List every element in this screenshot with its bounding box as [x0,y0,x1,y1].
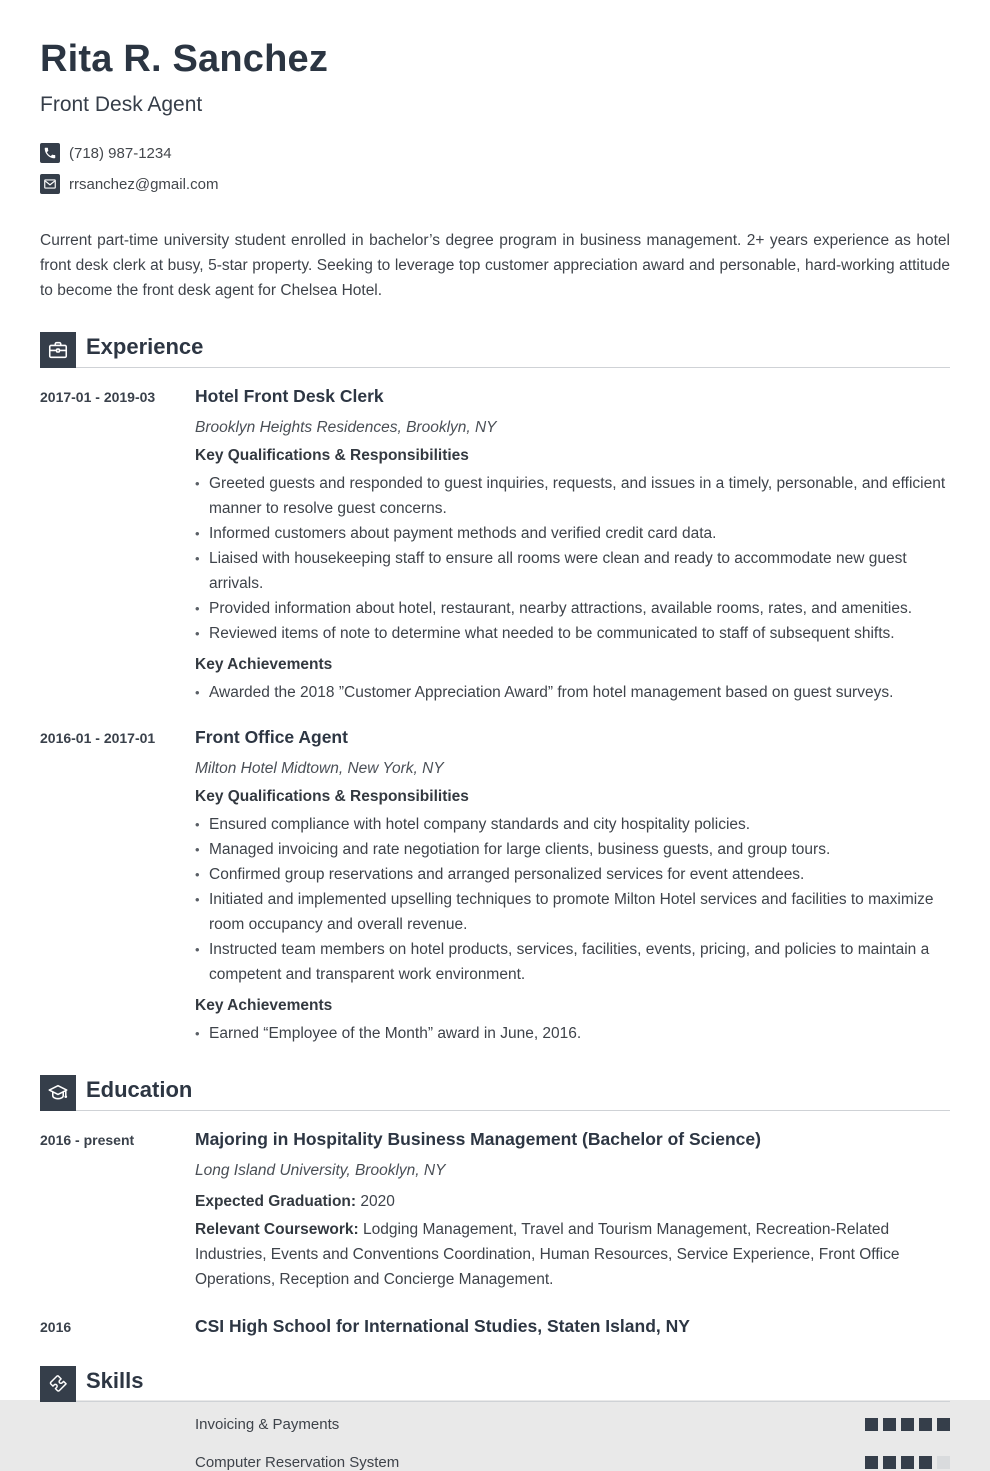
rating-square-filled [919,1456,932,1469]
achievements-heading: Key Achievements [195,997,333,1014]
job-bullet: • Reviewed items of note to determine what needed to be communicated to staff of subsequent shifts. [195,621,950,646]
job-bullet: • Informed customers about payment methods and verified credit card data. [195,521,950,546]
rating-square-filled [919,1418,932,1431]
job-title: Front Office Agent [195,727,348,747]
experience-entry [40,386,950,705]
person-job-title: Front Desk Agent [40,93,203,116]
qualifications-heading: Key Qualifications & Responsibilities [195,788,469,805]
email-address: rrsanchez@gmail.com [69,175,219,193]
skill-rating [865,1456,950,1469]
achievement-list [195,1021,950,1046]
resume-header [40,38,950,194]
experience-header [40,332,950,368]
job-bullet: • Provided information about hotel, restaurant, nearby attractions, available rooms, rates, and amenities. [195,596,950,621]
job-bullet: • Managed invoicing and rate negotiation for large clients, business guests, and group tours. [195,837,950,862]
job-bullet-list [195,812,950,987]
rating-square-empty [937,1456,950,1469]
job-company: Milton Hotel Midtown, New York, NY [195,760,444,777]
achievements-heading: Key Achievements [195,656,333,673]
contact-list [40,143,950,194]
education-header [40,1075,950,1111]
job-company: Brooklyn Heights Residences, Brooklyn, NY [195,419,497,436]
education-date: 2016 [40,1319,72,1335]
job-date: 2016-01 - 2017-01 [40,730,156,746]
puzzle-piece-icon [40,1366,76,1402]
experience-title: Experience [86,334,204,359]
expected-graduation-label: Expected Graduation: [195,1193,357,1210]
skill-rating [865,1418,950,1431]
phone-icon [40,143,60,163]
coursework-label: Relevant Coursework: [195,1221,359,1238]
rating-square-filled [865,1456,878,1469]
achievement-bullet: • Awarded the 2018 ”Customer Appreciation Award” from hotel management based on guest surveys. [195,680,950,705]
skill-name: Invoicing & Payments [195,1416,340,1433]
skills-header [40,1366,950,1402]
contact-email [40,174,950,194]
experience-entry [40,727,950,1046]
job-bullet: • Ensured compliance with hotel company standards and city hospitality policies. [195,812,950,837]
summary-paragraph: Current part-time university student enrolled in bachelor’s degree program in business management. 2+ years experience as hotel front desk clerk at busy, 5-star property. Seeking to leverage top customer appreciation award and personable, hard-working attitude to become the front desk agent for Chelsea Hotel. [40,232,950,299]
person-name: Rita R. Sanchez [40,38,329,80]
rating-square-filled [865,1418,878,1431]
achievement-bullet: • Earned “Employee of the Month” award in June, 2016. [195,1021,950,1046]
graduation-cap-icon [40,1075,76,1111]
rating-square-filled [883,1418,896,1431]
briefcase-icon [40,332,76,368]
school-title: CSI High School for International Studies, Staten Island, NY [195,1316,690,1336]
skills-title: Skills [86,1368,144,1393]
job-bullet-list [195,471,950,646]
contact-phone [40,143,950,163]
job-bullet: • Instructed team members on hotel products, services, facilities, events, pricing, and policies to maintain a competent and transparent work environment. [195,937,950,987]
section-experience [40,332,950,1046]
skills-list [40,1416,950,1471]
expected-graduation-value: 2020 [360,1193,395,1210]
job-title: Hotel Front Desk Clerk [195,386,384,406]
job-bullet: • Greeted guests and responded to guest inquiries, requests, and issues in a timely, personable, and efficient manner to resolve guest concerns. [195,471,950,521]
skill-row [195,1454,950,1471]
job-bullet: • Confirmed group reservations and arranged personalized services for event attendees. [195,862,950,887]
email-icon [40,174,60,194]
education-entry [40,1316,950,1337]
education-entry [40,1129,950,1292]
job-bullet: • Initiated and implemented upselling techniques to promote Milton Hotel services and facilities to maximize room occupancy and overall revenue. [195,887,950,937]
section-education [40,1075,950,1337]
rating-square-filled [901,1418,914,1431]
expected-graduation-line [195,1189,950,1214]
education-title: Education [86,1077,193,1102]
achievement-list [195,680,950,705]
phone-number: (718) 987-1234 [69,144,172,162]
coursework-value: Lodging Management, Travel and Tourism Management, Recreation-Related Industries, Events and Conventions Coordination, Human Resources, Service Experience, Front Office Operations, Reception and Concierge Management. [195,1221,900,1288]
coursework-line [195,1217,950,1292]
education-date: 2016 - present [40,1132,135,1148]
rating-square-filled [937,1418,950,1431]
rating-square-filled [883,1456,896,1469]
qualifications-heading: Key Qualifications & Responsibilities [195,447,469,464]
job-bullet: • Liaised with housekeeping staff to ensure all rooms were clean and ready to accommodate new guest arrivals. [195,546,950,596]
section-skills [40,1366,950,1471]
skill-name: Computer Reservation System [195,1454,400,1471]
skill-row [195,1416,950,1433]
rating-square-filled [901,1456,914,1469]
school-name: Long Island University, Brooklyn, NY [195,1162,446,1179]
job-date: 2017-01 - 2019-03 [40,389,156,405]
degree-title: Majoring in Hospitality Business Management (Bachelor of Science) [195,1129,761,1149]
